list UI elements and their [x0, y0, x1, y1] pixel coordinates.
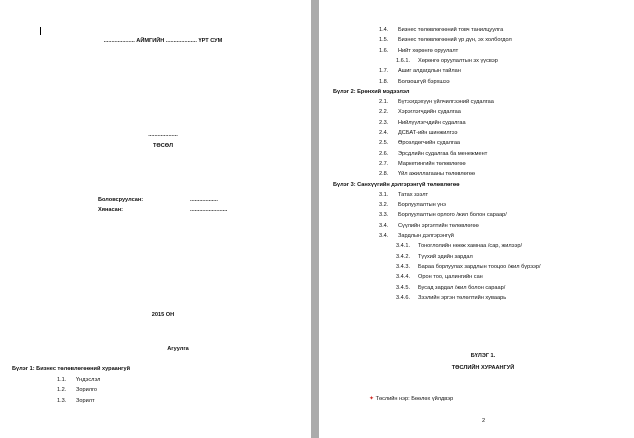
toc-entry-number: 3.4.4.: [396, 274, 410, 281]
toc-heading: Агуулга: [167, 346, 189, 352]
toc-entry-text: Нийт хөрөнгө оруулалт: [398, 47, 459, 54]
toc-entry-text: Ашиг алдагдлын тайлан: [398, 68, 461, 75]
page-number: 2: [482, 418, 486, 424]
toc-entry-text: Маркетингийн төлөвлөгөө: [398, 160, 466, 167]
toc-entry-number: 2.7.: [379, 160, 389, 167]
toc-entry-text: Борлуулалтын үнэ: [398, 202, 447, 209]
document-page-1: [0, 0, 311, 438]
toc-entry-number: 1.6.1.: [396, 57, 410, 64]
toc-entry-text: Болзошгүй бэрхшээ: [398, 78, 450, 85]
toc-entry-number: 3.4.: [379, 233, 389, 239]
toc-entry-text: ДСБАТ-ийн шинжилгээ: [398, 130, 458, 136]
toc-entry-number: 3.4.5.: [396, 284, 410, 291]
reviewed-value: ........................: [190, 207, 228, 213]
project-name-line: Төслийн нэр: Бөөлөх үйлдвэр: [375, 396, 454, 402]
chapter-title: ТӨСЛИЙН ХУРААНГУЙ: [451, 365, 515, 371]
document-title: ТӨСӨЛ: [152, 143, 174, 149]
toc-entry-number: 2.1.: [379, 99, 389, 106]
toc-entry-text: Бизнес төлөвлөгөөний товч танилцуулга: [398, 27, 504, 33]
toc-entry-number: 1.5.: [379, 37, 389, 44]
toc-entry-text: Хэрэглэгчдийн судалгаа: [398, 109, 461, 116]
toc-entry-text: Эрсдлийн судалгаа ба менежмент: [398, 150, 488, 157]
toc-entry-number: 1.6.: [379, 47, 389, 54]
toc-entry-number: 3.3.: [379, 212, 389, 219]
toc-entry-text: Бусад зардал /жил болон сараар/: [418, 284, 506, 291]
toc-entry-number: 2.2.: [379, 109, 389, 116]
toc-entry-number: 3.4.: [379, 222, 389, 229]
document-year: 2015 ОН: [151, 312, 175, 318]
toc-entry-text: Тоноглолийн нөөж хамнаа /сар, жилээр/: [418, 243, 523, 250]
toc-entry-text: Үйл ажиллагааны төлөвлөгөө: [398, 171, 476, 178]
toc-entry-number: 1.2.: [57, 387, 67, 393]
toc-entry-text: Үндэслэл: [76, 376, 101, 383]
toc-entry-text: Зээлийн эргэн төлөлтийн хуваарь: [418, 294, 507, 301]
document-header: .................... АЙМГИЙН .................... ҮРТ СУМ: [103, 38, 223, 44]
toc-entry-number: 1.8.: [379, 78, 389, 85]
toc-entry-number: 1.7.: [379, 68, 389, 75]
toc-entry-number: 2.8.: [379, 171, 389, 178]
dots-line: ...................: [148, 132, 178, 138]
toc-entry-number: 3.4.6.: [396, 294, 410, 301]
toc-entry-number: 3.4.3.: [396, 263, 410, 270]
chapter-label: БҮЛЭГ 1.: [470, 353, 496, 359]
document-page-2: [319, 0, 634, 438]
toc-entry-number: 1.3.: [57, 397, 67, 404]
toc-entry-text: Түүхий эдийн зардал: [418, 253, 473, 260]
toc-entry-text: Сүүлийн эргэлтийн төлөвлөгөө: [398, 222, 479, 229]
toc-entry-number: 3.2.: [379, 202, 389, 209]
toc-entry-text: Бизнес төлөвлөгөөний үр дүн, эх холбогдол: [398, 37, 512, 44]
toc-entry-number: 2.4.: [379, 130, 389, 136]
toc-entry-text: Бүтээгдэхүүн үйлчилгээний судалгаа: [398, 99, 494, 106]
toc-entry-text: Хөрөнгө оруулалтын эх үүсвэр: [418, 57, 498, 64]
toc-entry-number: 2.6.: [379, 150, 389, 157]
toc-chapter-heading: Бүлэг 1: Бизнес төлөвлөгөөний хураангуй: [12, 366, 131, 372]
bullet-item: [369, 396, 453, 403]
reviewed-label: Хянасан:: [98, 207, 124, 213]
approved-label: Боловсруулсан:: [98, 197, 144, 203]
toc-entry-text: Нийлүүлэгчдийн судалгаа: [398, 119, 466, 126]
toc-chapter-heading: Бүлэг 2: Ерөнхий мэдээлэл: [333, 88, 410, 95]
text-cursor: [40, 27, 41, 35]
toc-entry-text: Татах зээлт: [398, 191, 429, 198]
toc-chapter-heading: Бүлэг 3: Санхүүгийн дэлгэрэнгүй төлөвлөгөө: [333, 181, 460, 188]
toc-entry-text: Бараа борлуулах зардлын тооцоо /жил бүрээр/: [418, 263, 541, 270]
toc-entry-number: 1.4.: [379, 27, 389, 33]
toc-entry-text: Орон тоо, цалингийн сан: [418, 274, 483, 281]
toc-entry-number: 3.4.1.: [396, 243, 410, 250]
approved-value: ..................: [190, 197, 218, 203]
toc-entry-text: Зорилго: [76, 387, 98, 393]
red-diamond-bullet-icon: ✦: [369, 396, 375, 402]
toc-entry-text: Борлуулалтын орлого /жил болон сараар/: [398, 212, 507, 219]
toc-entry-text: Зардлын дэлгэрэнгүй: [398, 233, 454, 239]
toc-entry-number: 3.4.2.: [396, 253, 410, 260]
toc-entry-number: 3.1.: [379, 191, 389, 198]
toc-entry-text: Өрсөлдөгчийн судалгаа: [398, 140, 461, 147]
toc-entry-number: 1.1.: [57, 376, 67, 383]
toc-entry-text: Зорилт: [76, 397, 95, 404]
toc-entry-number: 2.5.: [379, 140, 389, 147]
toc-entry-number: 2.3.: [379, 119, 389, 126]
